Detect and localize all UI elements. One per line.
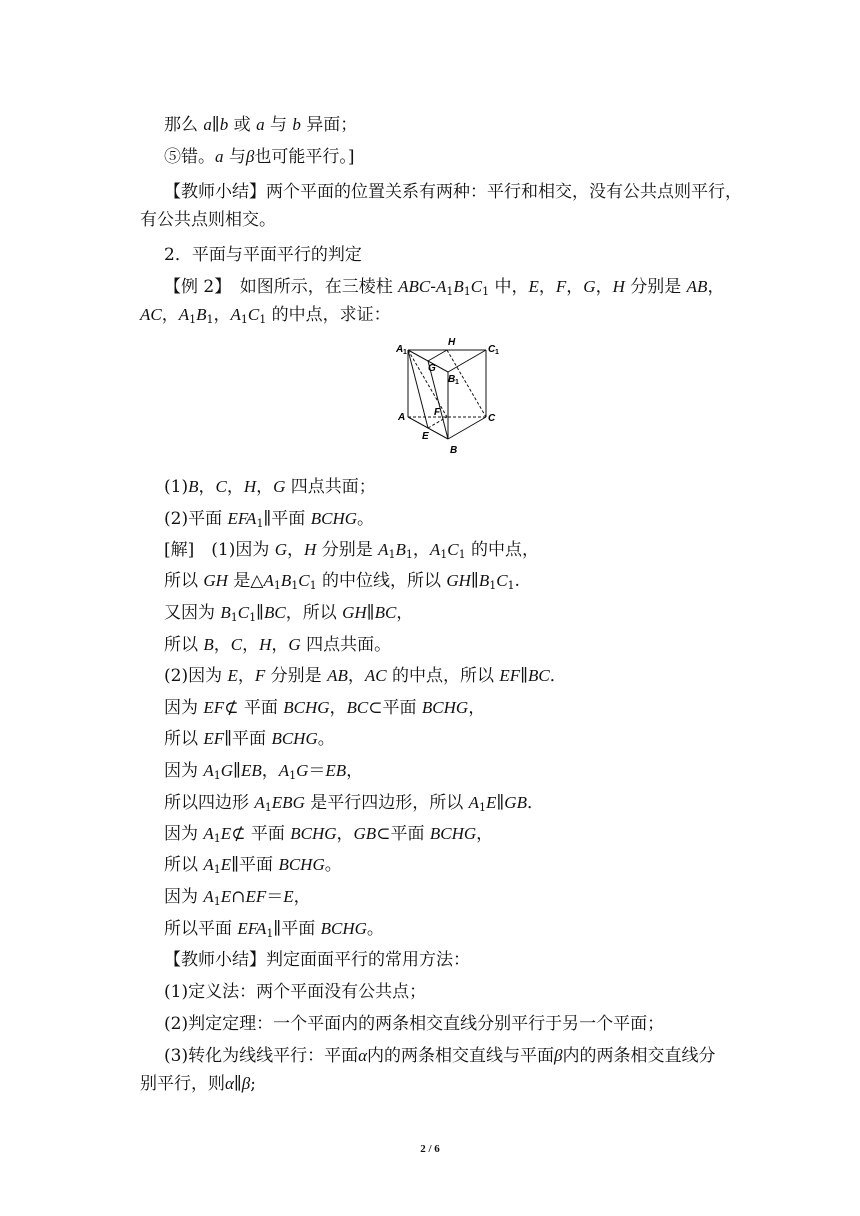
label-h: H — [448, 337, 456, 348]
label-b: B — [450, 445, 458, 456]
prism-figure — [390, 335, 510, 460]
text-line: ⑤错。a 与β也可能平行。] — [164, 147, 355, 167]
example-2-statement: 【例 2】 如图所示，在三棱柱 ABC-$A_1B_1C_1$ 中，E，F，G，H 分别是 AB， — [164, 277, 725, 298]
teacher-summary-2: 【教师小结】判定面面平行的常用方法： — [164, 950, 470, 970]
proof-goal-1: (1)B，C，H，G 四点共面； — [164, 477, 376, 497]
text-line: 那么 a∥b 或 a 与 b 异面； — [164, 115, 358, 135]
text-line: 所以四边形 $A_1EBG$ 是平行四边形，所以 $A_1E\parallel GB$． — [164, 793, 544, 814]
text-line: 有公共点则相交。 — [140, 210, 276, 230]
text-line: 别平行，则α∥β; — [140, 1074, 256, 1094]
svg-text:1: 1 — [403, 349, 407, 356]
text-line: 因为 $A_1G\parallel EB$，$A_1G=EB$， — [164, 761, 364, 782]
solution-start: [解] (1)因为 G，H 分别是 $A_1B_1$，$A_1C_1$ 的中点， — [164, 540, 540, 561]
text-line: 因为 $A_1E⊄$ 平面 BCHG，GB⊂平面 BCHG， — [164, 824, 494, 845]
text-line: 所以 GH 是$\triangle A_1B_1C_1$ 的中位线，所以 $GH\parallel B_1C_1$. — [164, 571, 520, 592]
teacher-summary-1: 【教师小结】两个平面的位置关系有两种：平行和相交，没有公共点则平行， — [164, 182, 742, 202]
label-b1: B — [448, 374, 456, 385]
method-2: (2)判定定理：一个平面内的两条相交直线分别平行于另一个平面； — [164, 1014, 665, 1034]
svg-text:1: 1 — [495, 349, 499, 356]
segment-g-h — [428, 350, 447, 361]
segment-a1-f — [408, 350, 447, 417]
text-line: 因为 $A_1E\cap EF=E$， — [164, 887, 311, 908]
section-heading: 2．平面与平面平行的判定 — [164, 245, 362, 265]
label-f: F — [434, 407, 441, 418]
method-1: (1)定义法：两个平面没有公共点； — [164, 982, 427, 1002]
text-line: 所以 $A_1E\parallel$平面 BCHG。 — [164, 855, 342, 876]
edge-b-c — [448, 417, 486, 439]
label-c1: C — [488, 344, 496, 355]
label-g: G — [428, 363, 436, 374]
text-line: 因为 EF⊄ 平面 BCHG，BC⊂平面 BCHG， — [164, 698, 486, 718]
svg-text:1: 1 — [455, 379, 459, 386]
text-line: 所以平面 $EFA_1\parallel$平面 BCHG。 — [164, 919, 384, 940]
text-line: AC，$A_1B_1$，$A_1C_1$ 的中点，求证： — [140, 305, 391, 326]
page-number: 2 / 6 — [420, 1143, 440, 1155]
label-a: A — [398, 412, 406, 423]
segment-a1-e — [408, 350, 428, 428]
text-line: (2)因为 E，F 分别是 AB，AC 的中点，所以 EF∥BC． — [164, 666, 567, 686]
label-c: C — [488, 413, 496, 424]
text-line: 所以 B，C，H，G 四点共面。 — [164, 635, 392, 655]
method-3: (3)转化为线线平行：平面α内的两条相交直线与平面β内的两条相交直线分 — [164, 1046, 716, 1066]
text-line: 又因为 $B_1C_1\parallel BC$，所以 GH∥BC， — [164, 603, 414, 624]
text-line: 所以 EF∥平面 BCHG。 — [164, 729, 335, 749]
label-e: E — [422, 431, 429, 442]
proof-goal-2: (2)平面 $EFA_1\parallel$平面 BCHG。 — [164, 509, 374, 530]
label-a1: A — [396, 344, 404, 355]
